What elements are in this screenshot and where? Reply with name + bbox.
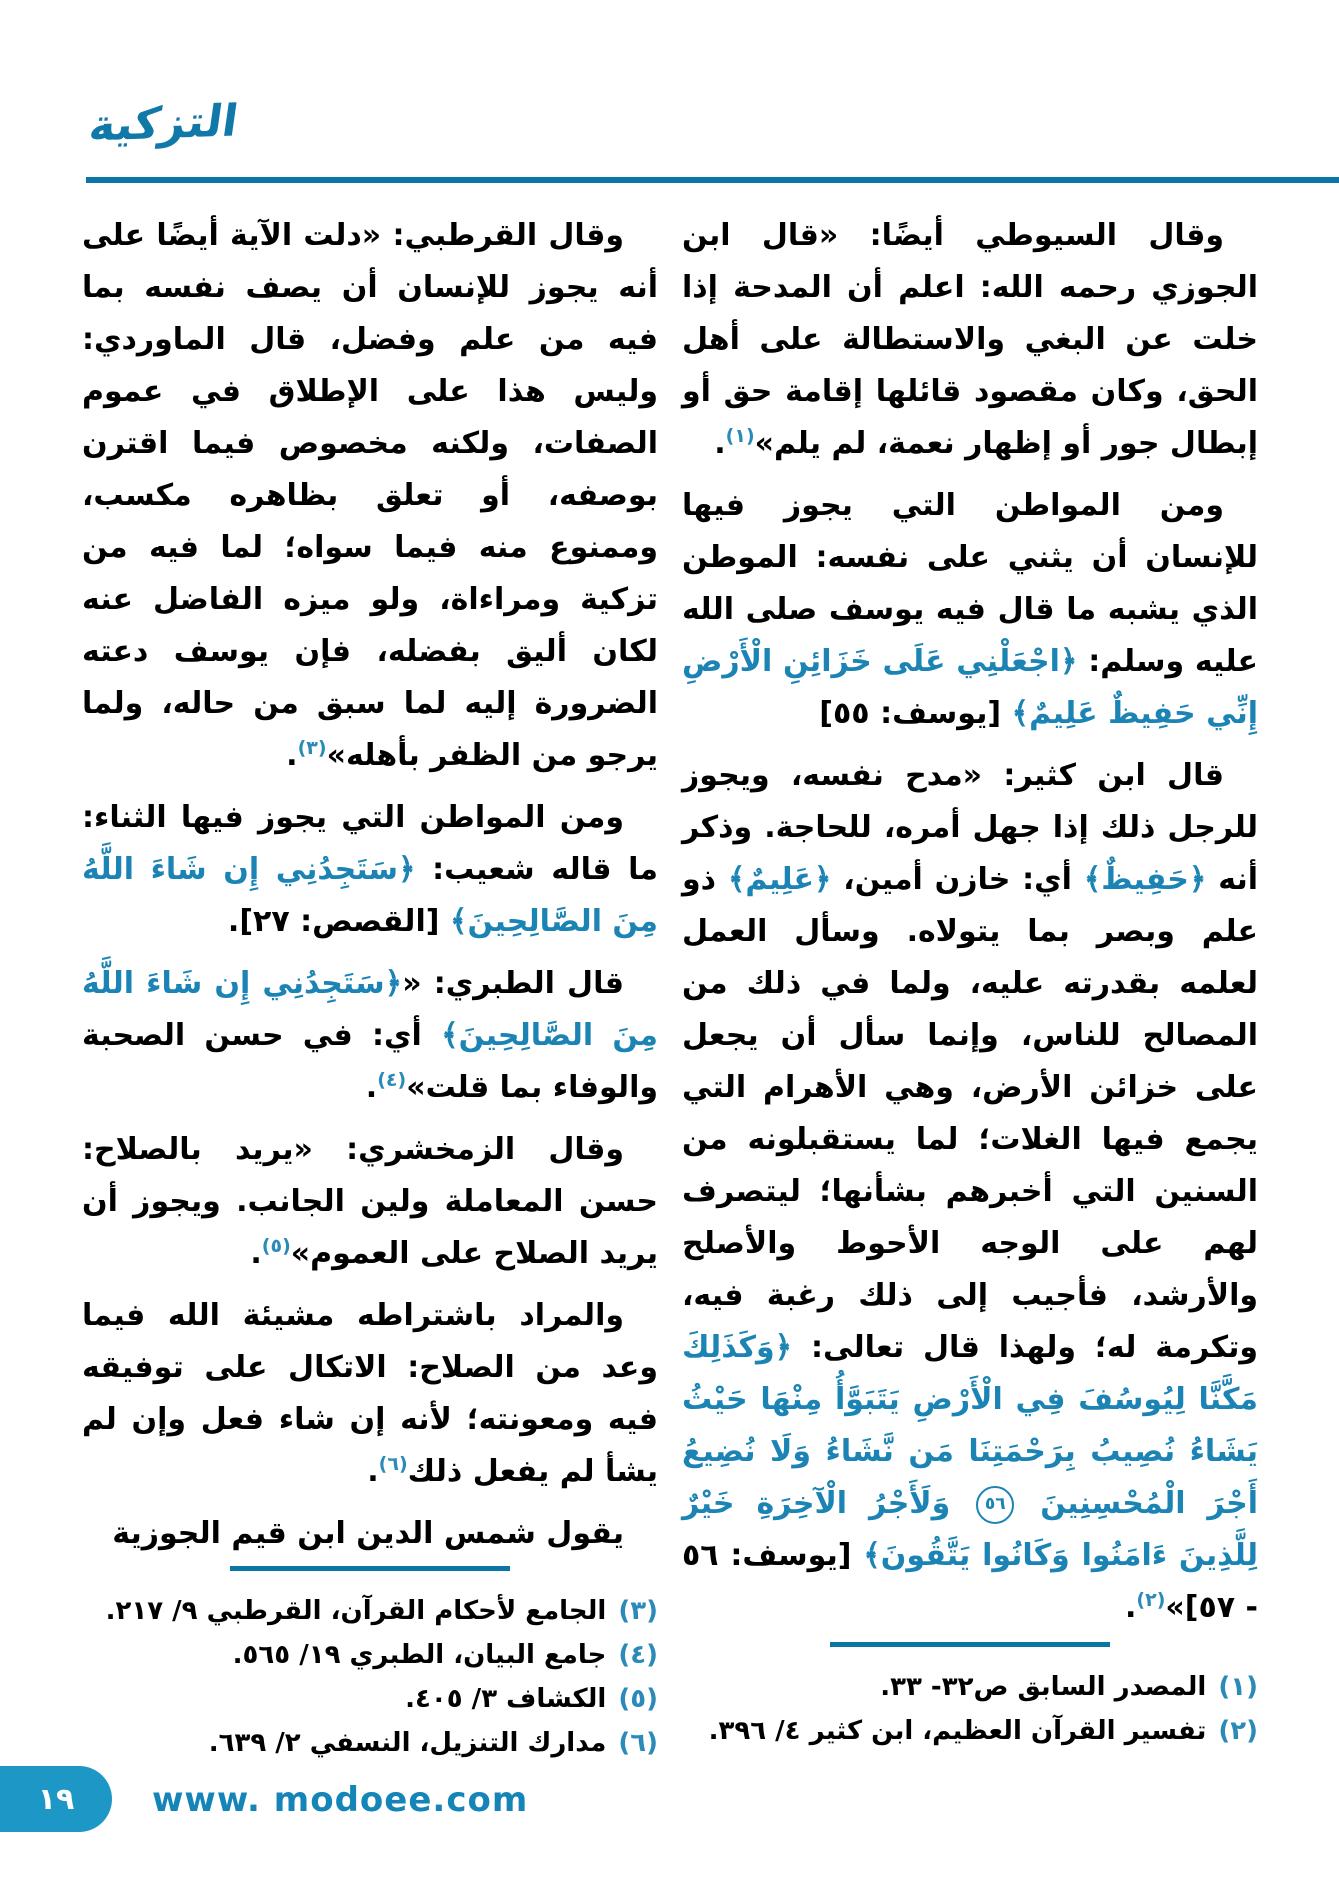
footnote bbox=[82, 1589, 658, 1633]
column-right bbox=[682, 210, 1259, 1746]
body-text: ذو علم وبصر بما يتولاه. وسأل العمل لعلمه بقدرته عليه، ولما في ذلك من المصالح للناس، وإنما سأل أن يجعل على خزائن الأرض، وهي الأهرام التي يجمع فيها الغلات؛ لما يستقبلونه من السنين التي أخبرهم بشأنها؛ ليتصرف لهم على الوجه الأحوط والأصلح والأرشد، فأجيب إلى ذلك رغبة فيه، وتكرمة له؛ ولهذا قال تعالى: bbox=[682, 862, 1258, 1365]
footnote bbox=[682, 1665, 1258, 1709]
footnote bbox=[82, 1633, 658, 1677]
body-text: ومن المواطن التي يجوز فيها الثناء: ما قاله شعيب: bbox=[82, 800, 658, 887]
footnote-marker: (٣) bbox=[297, 737, 327, 759]
footnote-text: الكشاف ٣/ ٤٠٥. bbox=[405, 1684, 607, 1714]
body-text: . bbox=[365, 1070, 378, 1105]
body-text: ومن المواطن التي يجوز فيها للإنسان أن يثني على نفسه: الموطن الذي يشبه ما قال فيه يوسف صلى الله عليه وسلم: bbox=[682, 488, 1258, 679]
quran-verse: وَلَأَجْرُ الْآخِرَةِ خَيْرٌ لِلَّذِينَ ءَامَنُوا وَكَانُوا يَتَّقُونَ﴾ bbox=[682, 1486, 1258, 1573]
footnote-list bbox=[682, 1665, 1258, 1753]
body-text: أي: في حسن الصحبة والوفاء بما قلت» bbox=[82, 1018, 658, 1105]
body-text: وقال السيوطي أيضًا: «قال ابن الجوزي رحمه الله: اعلم أن المدحة إذا خلت عن البغي والاستطالة على أهل الحق، وكان مقصود قائلها إقامة حق أو إبطال جور أو إظهار نعمة، لم يلم» bbox=[682, 218, 1258, 461]
footnote bbox=[682, 1709, 1258, 1753]
body-text: [يوسف: ٥٦ - ٥٧]» bbox=[682, 1538, 1258, 1625]
quran-verse: ﴿حَفِيظٌ﴾ bbox=[1083, 862, 1207, 897]
body-text: قال ابن كثير: «مدح نفسه، ويجوز للرجل ذلك إذا جهل أمره، للحاجة. وذكر أنه bbox=[682, 758, 1259, 897]
column-left bbox=[82, 210, 658, 1758]
body-text: . bbox=[250, 1236, 262, 1271]
body-text: . bbox=[286, 738, 298, 773]
book-title-logo: التزكية bbox=[85, 95, 242, 152]
body-text: . bbox=[1124, 1590, 1137, 1625]
paragraph bbox=[82, 792, 658, 948]
footnote bbox=[82, 1677, 658, 1721]
footnote-marker: (١) bbox=[725, 425, 755, 447]
body-text: . bbox=[714, 426, 726, 461]
column-left-body bbox=[82, 210, 658, 1560]
paragraph bbox=[82, 958, 658, 1114]
footnote-block-right bbox=[682, 1642, 1258, 1753]
footnote-marker: (٦) bbox=[378, 1453, 408, 1475]
header-rule bbox=[86, 177, 1339, 183]
paragraph bbox=[682, 480, 1258, 740]
footnote-number: (٣) bbox=[618, 1596, 658, 1626]
footnote-number: (٤) bbox=[618, 1640, 658, 1670]
quran-verse: ﴿سَتَجِدُنِي إِن شَاءَ اللَّهُ مِنَ الصَّالِحِينَ﴾ bbox=[82, 852, 658, 939]
page-number: ١٩ bbox=[37, 1781, 75, 1817]
quran-verse: ﴿سَتَجِدُنِي إِن شَاءَ اللَّهُ مِنَ الصَّالِحِينَ﴾ bbox=[82, 966, 658, 1053]
body-text: وقال القرطبي: «دلت الآية أيضًا على أنه يجوز للإنسان أن يصف نفسه بما فيه من علم وفضل، قال الماوردي: وليس هذا على الإطلاق في عموم الصفات، ولكنه مخصوص فيما اقترن بوصفه، أو تعلق بظاهره مكسب، وممنوع منه فيما سواه؛ لما فيه من تزكية ومراءاة، ولو ميزه الفاضل عنه لكان أليق بفضله، فإن يوسف دعته الضرورة إليه لما سبق من حاله، ولما يرجو من الظفر بأهله» bbox=[82, 218, 658, 773]
paragraph bbox=[682, 750, 1258, 1634]
paragraph bbox=[82, 1508, 658, 1560]
body-text: وقال الزمخشري: «يريد بالصلاح: حسن المعاملة ولين الجانب. ويجوز أن يريد الصلاح على العموم» bbox=[82, 1132, 658, 1271]
body-text: قال الطبري: « bbox=[402, 966, 624, 1001]
body-text: أي: خازن أمين، bbox=[831, 862, 1084, 897]
quran-verse: ﴿عَلِيمٌ﴾ bbox=[727, 862, 832, 897]
body-text: [يوسف: ٥٥] bbox=[819, 696, 1012, 731]
page-number-badge bbox=[0, 1766, 112, 1832]
paragraph bbox=[82, 210, 658, 782]
paragraph bbox=[682, 210, 1258, 470]
body-text: [القصص: ٢٧]. bbox=[227, 904, 450, 939]
site-url: www. modoee.com bbox=[152, 1780, 529, 1820]
footnote-marker: (٢) bbox=[1136, 1589, 1166, 1611]
column-right-body bbox=[682, 210, 1258, 1634]
paragraph bbox=[82, 1290, 658, 1498]
footnote-number: (١) bbox=[1218, 1672, 1258, 1702]
body-text: يقول شمس الدين ابن قيم الجوزية bbox=[112, 1516, 624, 1551]
quran-verse: ﴿وَكَذَلِكَ مَكَّنَّا لِيُوسُفَ فِي الْأَرْضِ يَتَبَوَّأُ مِنْهَا حَيْثُ يَشَاءُ نُصِيبُ بِرَحْمَتِنَا مَن نَّشَاءُ وَلَا نُضِيعُ أَجْرَ الْمُحْسِنِينَ bbox=[682, 1330, 1258, 1521]
footnote-text: مدارك التنزيل، النسفي ٢/ ٦٣٩. bbox=[208, 1728, 607, 1758]
footnote-separator bbox=[830, 1642, 1110, 1647]
footnote-number: (٢) bbox=[1218, 1716, 1258, 1746]
quran-verse: ﴿اجْعَلْنِي عَلَى خَزَائِنِ الْأَرْضِ إِنِّي حَفِيظٌ عَلِيمٌ﴾ bbox=[682, 644, 1258, 731]
footnote-text: جامع البيان، الطبري ١٩/ ٥٦٥. bbox=[232, 1640, 607, 1670]
footnote-list bbox=[82, 1589, 658, 1765]
footnote-block-left bbox=[82, 1566, 658, 1765]
footnote-separator bbox=[230, 1566, 510, 1571]
body-text: . bbox=[367, 1454, 379, 1489]
footnote-marker: (٥) bbox=[261, 1235, 291, 1257]
footnote bbox=[82, 1721, 658, 1765]
footnote-number: (٥) bbox=[618, 1684, 658, 1714]
footnote-text: المصدر السابق ص٣٢- ٣٣. bbox=[880, 1672, 1207, 1702]
paragraph bbox=[82, 1124, 658, 1280]
footnote-text: الجامع لأحكام القرآن، القرطبي ٩/ ٢١٧. bbox=[105, 1596, 607, 1626]
footnote-marker: (٤) bbox=[377, 1069, 407, 1091]
body-text: والمراد باشتراطه مشيئة الله فيما وعد من الصلاح: الاتكال على توفيقه فيه ومعونته؛ لأنه إن شاء فعل وإن لم يشأ لم يفعل ذلك bbox=[82, 1298, 658, 1489]
footnote-text: تفسير القرآن العظيم، ابن كثير ٤/ ٣٩٦. bbox=[708, 1716, 1207, 1746]
ayah-number: ٥٦ bbox=[976, 1486, 1014, 1524]
footnote-number: (٦) bbox=[618, 1728, 658, 1758]
